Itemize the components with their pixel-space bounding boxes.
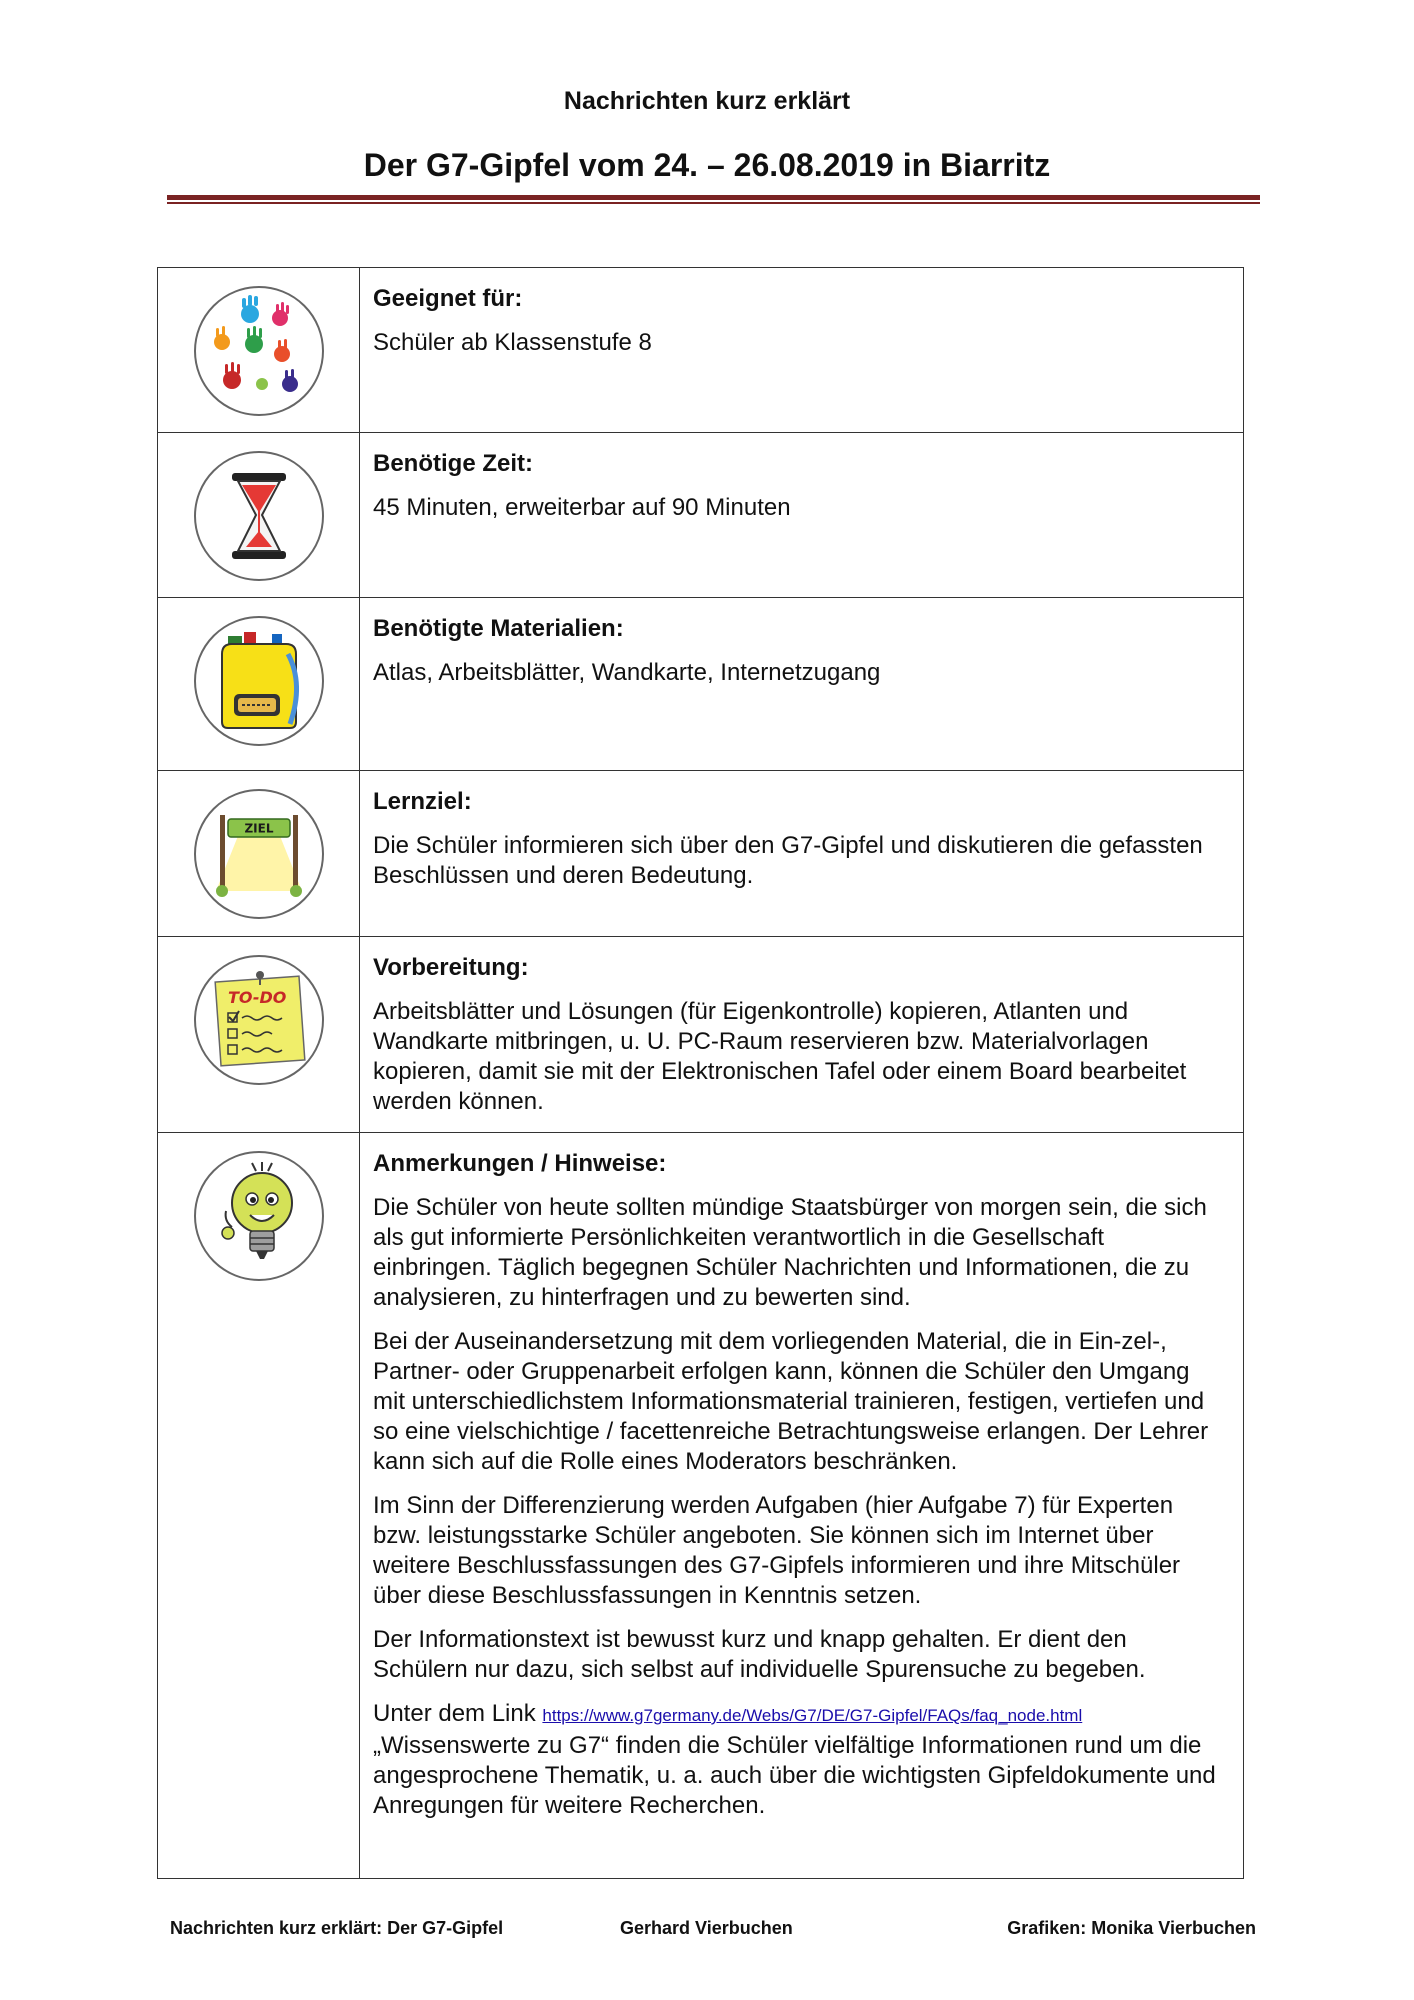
info-table xyxy=(157,267,1244,1879)
row-label: Geeignet für: xyxy=(373,285,523,312)
table-row xyxy=(158,433,1244,598)
table-row xyxy=(158,771,1244,937)
lightbulb-icon xyxy=(192,1149,326,1283)
todo-icon xyxy=(192,953,326,1087)
link-prefix: Unter dem Link xyxy=(373,1700,543,1727)
row-text: Im Sinn der Differenzierung werden Aufgaben (hier Aufgabe 7) für Experten bzw. leistungsstarke Schüler angeboten. Sie können sich im Internet über weitere Beschlussfassungen des G7-Gipfels informieren und ihre Mitschüler über diese Beschlussfassungen in Kenntnis setzen. xyxy=(373,1492,1181,1609)
row-text: Bei der Auseinandersetzung mit dem vorliegenden Material, die in Ein-zel-, Partner- oder Gruppenarbeit erfolgen kann, können die Schüler den Umgang mit unterschiedlichstem Informationsmaterial trainieren, festigen, vertiefen und so eine vielschichtige / facettenreiche Betrachtungsweise erlangen. Der Lehrer kann sich auf die Rolle eines Moderators beschränken. xyxy=(373,1328,1209,1475)
page-title: Der G7-Gipfel vom 24. – 26.08.2019 in Biarritz xyxy=(363,147,1051,183)
row-label: Benötigte Materialien: xyxy=(373,615,624,642)
g7-faq-link[interactable]: https://www.g7germany.de/Webs/G7/DE/G7-Gipfel/FAQs/faq_node.html xyxy=(542,1706,1083,1725)
table-row xyxy=(158,1133,1244,1879)
link-suffix: „Wissenswerte zu G7“ finden die Schüler vielfältige Informationen rund um die angesprochene Thematik, u. a. auch über die wichtigsten Gipfeldokumente und Anregungen für weitere Recherchen. xyxy=(373,1732,1216,1819)
row-label: Lernziel: xyxy=(373,788,472,815)
title-rule xyxy=(167,195,1260,200)
row-text: Arbeitsblätter und Lösungen (für Eigenkontrolle) kopieren, Atlanten und Wandkarte mitbringen, u. U. PC-Raum reservieren bzw. Materialvorlagen kopieren, damit sie mit der Elektronischen Tafel oder einem Board bearbeitet werden können. xyxy=(373,998,1187,1115)
table-row xyxy=(158,598,1244,771)
row-text: 45 Minuten, erweiterbar auf 90 Minuten xyxy=(373,494,791,521)
footer-right: Grafiken: Monika Vierbuchen xyxy=(1007,1918,1256,1938)
goal-icon xyxy=(192,787,326,921)
row-text: Die Schüler informieren sich über den G7-Gipfel und diskutieren die gefassten Beschlüssen und deren Bedeutung. xyxy=(373,832,1203,889)
backpack-icon xyxy=(192,614,326,748)
row-label: Anmerkungen / Hinweise: xyxy=(373,1150,667,1177)
hourglass-icon xyxy=(192,449,326,583)
title-rule-thin xyxy=(167,202,1260,204)
row-text: Der Informationstext ist bewusst kurz und knapp gehalten. Er dient den Schülern nur dazu, sich selbst auf individuelle Spurensuche zu begeben. xyxy=(373,1626,1146,1683)
row-text: Die Schüler von heute sollten mündige Staatsbürger von morgen sein, die sich als gut informierte Persönlichkeiten verantwortlich in die Gesellschaft einbringen. Täglich begegnen Schüler Nachrichten und Informationen, die zu analysieren, zu hinterfragen und zu bewerten sind. xyxy=(373,1194,1207,1311)
hands-icon xyxy=(192,284,326,418)
footer-center: Gerhard Vierbuchen xyxy=(620,1918,793,1938)
table-row xyxy=(158,937,1244,1133)
row-text: Atlas, Arbeitsblätter, Wandkarte, Internetzugang xyxy=(373,659,881,686)
todo-heading-text: TO-DO xyxy=(227,988,286,1007)
link-paragraph xyxy=(373,1699,1225,1821)
row-label: Vorbereitung: xyxy=(373,954,529,981)
table-row xyxy=(158,268,1244,433)
footer-left: Nachrichten kurz erklärt: Der G7-Gipfel xyxy=(170,1918,504,1938)
row-label: Benötige Zeit: xyxy=(373,450,533,477)
goal-banner-text: ZIEL xyxy=(243,821,274,836)
page-kicker: Nachrichten kurz erklärt xyxy=(563,87,851,115)
row-text: Schüler ab Klassenstufe 8 xyxy=(373,329,652,356)
